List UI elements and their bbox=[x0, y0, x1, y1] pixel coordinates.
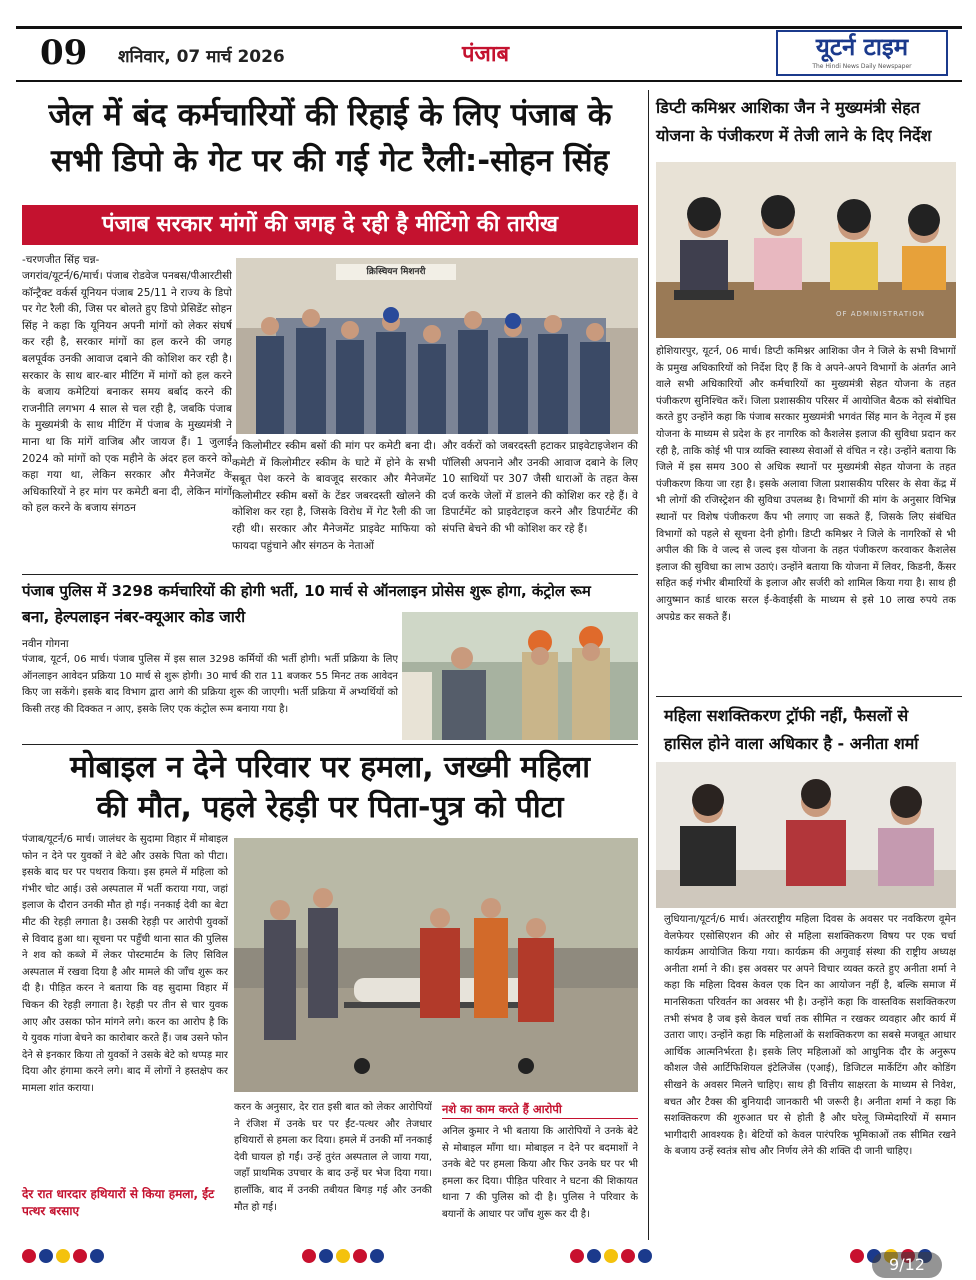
brand-tagline: The Hindi News Daily Newspaper bbox=[812, 63, 912, 70]
divider bbox=[22, 574, 638, 575]
story1-subhead: पंजाब सरकार मांगों की जगह दे रही है मीटिंगो की तारीख bbox=[22, 205, 638, 245]
story5-headline bbox=[664, 702, 962, 758]
story1-col3: और वर्करों को जबरदस्ती हटाकर प्राइवेटाइजेशन की पॉलिसी अपनाने और उनकी आवाज दबाने के लिए 10 साथियों पर 307 जैसी धाराओं के तहत केस दर्ज करके जेलों में डालने की कोशिश कर रहे हैं। वे डिपार्टमेंट को प्राइवेटाइज करने और डिपार्टमेंट की संपत्ति बेचने की भी कोशिश कर रहे हैं। bbox=[442, 440, 638, 535]
story4-photo-sign: OF ADMINISTRATION bbox=[836, 310, 925, 318]
story2-headline-line2: बना, हेल्पलाइन नंबर-क्यूआर कोड जारी bbox=[22, 608, 246, 626]
story4-headline-line2: योजना के पंजीकरण में तेजी लाने के दिए निर्देश bbox=[656, 126, 932, 145]
story3-headline bbox=[22, 748, 638, 828]
color-dot bbox=[587, 1249, 601, 1263]
footer-dots-left bbox=[22, 1248, 107, 1267]
story3-col1: पंजाब/यूटर्न/6 मार्च। जालंधर के सुदामा विहार में मोबाइल फोन न देने पर युवकों ने बेटे और उसके पिता को पीटा। इसके बाद घर पर पथराव किया। इस हमले में महिला को गंभीर चोट आई। उसे अस्पताल में भर्ती कराया गया, जहां इलाज के दौरान उनकी मौत हो गई। ननकाई देवी का बेटा मीट की रेहड़ी लगाता है। उसकी रेहड़ी पर आरोपी युवकों से विवाद हुआ था। सूचना पर पहुँची थाना सात की पुलिस ने शव को कब्जे में लेकर पोस्टमार्टम के लिए सिविल अस्पताल में रखवा दिया है और मामले की जाँच शुरू कर दी है। पीड़ित करन ने बताया कि वह सुदामा विहार में चिकन की रेहड़ी लगाता है। रेहड़ी पर तीन से चार युवक आए और उसका फोन मांगने लगे। करन का आरोप है कि ये युवक गांजा बेचने का कारोबार करते हैं। जब उसने फोन देने से इनकार किया तो युवकों ने उसके बेटे को थप्पड़ मार दिया और हंगामा करने लगे। बाद में लोगों ने हस्तक्षेप कर मामला शांत कराया। bbox=[22, 834, 228, 1094]
story1-photo-sign: क्रिस्चियन मिशनरी bbox=[366, 267, 426, 277]
divider bbox=[22, 744, 638, 745]
story4-headline bbox=[656, 94, 962, 150]
color-dot bbox=[850, 1249, 864, 1263]
color-dot bbox=[621, 1249, 635, 1263]
color-dot bbox=[73, 1249, 87, 1263]
footer-dots-mid1 bbox=[302, 1248, 387, 1267]
page-counter[interactable]: 9/12 bbox=[872, 1252, 942, 1278]
color-dot bbox=[319, 1249, 333, 1263]
story1-headline-line2: सभी डिपो के गेट पर की गई गेट रैली:-सोहन सिंह bbox=[50, 143, 609, 179]
story5-body: लुधियाना/यूटर्न/6 मार्च। अंतरराष्ट्रीय महिला दिवस के अवसर पर नवकिरण वूमेन वेलफेयर एसोसिएशन की ओर से महिला सशक्तिकरण विषय पर एक चर्चा कार्यक्रम आयोजित किया गया। कार्यक्रम की अगुवाई संस्था की राष्ट्रीय अध्यक्ष अनीता शर्मा ने की। इस अवसर पर अपने विचार व्यक्त करते हुए अनीता शर्मा ने कहा कि महिला दिवस केवल एक दिन का आयोजन नहीं है, बल्कि समाज में मानसिकता परिवर्तन का अवसर भी है। उन्होंने कहा कि वास्तविक सशक्तिकरण तभी संभव है जब इसे केवल चर्चा तक सीमित न रखकर व्यवहार और कार्य में उतारा जाए। उन्होंने कहा कि महिलाओं के सशक्तिकरण का सबसे मजबूत आधार आर्थिक आत्मनिर्भरता है। इसके लिए महिलाओं को आधुनिक दौर के अनुरूप कौशल जैसे आर्टिफिशियल इंटेलिजेंस (एआई), डिजिटल मार्केटिंग और कोडिंग सीखने के अवसर मिलने चाहिए। साथ ही वित्तीय साक्षरता के माध्यम से निवेश, बचत और टैक्स की बुनियादी जानकारी भी जरूरी है। अनीता शर्मा ने कहा कि सशक्तिकरण की शुरुआत घर से होती है और घरेलू जिम्मेदारियों में समान भागीदारी आवश्यक है। बेटियों को केवल पारंपरिक भूमिकाओं तक सीमित रखने के बजाय उन्हें स्वतंत्र सोच और निर्णय लेने की शक्ति दी जानी चाहिए। bbox=[664, 914, 956, 1158]
story4-photo bbox=[656, 162, 956, 338]
color-dot bbox=[336, 1249, 350, 1263]
story3-col2: करन के अनुसार, देर रात इसी बात को लेकर आरोपियों ने रंजिश में उनके घर पर ईंट-पत्थर और तेजधार हथियारों से हमला कर दिया। हमले में उनकी माँ ननकाई देवी घायल हो गईं। उन्हें तुरंत अस्पताल ले जाया गया, जहाँ प्राथमिक उपचार के बाद उन्हें घर भेज दिया गया। हालाँकि, बाद में उनकी तबीयत बिगड़ गई और उनकी मौत हो गई। bbox=[234, 1102, 432, 1213]
story2-headline-line1: पंजाब पुलिस में 3298 कर्मचारियों की होगी भर्ती, 10 मार्च से ऑनलाइन प्रोसेस शुरू होगा, कंट्रोल रूम bbox=[22, 582, 591, 600]
footer-dots-mid2 bbox=[570, 1248, 655, 1267]
page-number: 09 bbox=[40, 33, 88, 73]
story1-headline-line1: जेल में बंद कर्मचारियों की रिहाई के लिए पंजाब के bbox=[48, 97, 612, 133]
story4-headline-line1: डिप्टी कमिश्नर आशिका जैन ने मुख्यमंत्री सेहत bbox=[656, 98, 920, 117]
color-dot bbox=[638, 1249, 652, 1263]
story5-photo bbox=[656, 762, 956, 908]
color-dot bbox=[353, 1249, 367, 1263]
story1-col1: जगरांव/यूटर्न/6/मार्च। पंजाब रोडवेज पनबस/पीआरटीसी कॉन्ट्रैक्ट वर्कर्स यूनियन पंजाब 25/11 ने राज्य के डिपो पर गेट रैली की, जिस पर बोलते हुए डिपो प्रेसिडेंट सोहन सिंह ने कहा कि यूनियन अपनी मांगों को लेकर संघर्ष कर रही है, सरकार मांगों का हल करने की जगह बलपूर्वक उनकी आवाज दबाने की कोशिश कर रही है। सरकार के साथ बार-बार मीटिंग में मांगों को हल करने के बजाय कमेटियां बनाकर समय बर्बाद करने की राजनीति लगभग 4 साल से चल रही है, जबकि पंजाब के मुख्यमंत्री के साथ मीटिंग में पंजाब के मुख्यमंत्री ने माना था कि मांगें वाजिब और जायज हैं। 1 जुलाई 2024 को मांगों को एक महीने के अंदर हल करने को कहा गया था, लेकिन सरकार और मैनेजमेंट के अधिकारियों ने हर मांग पर कमेटी बना दी, लेकिन मांगों को हल करने के बजाय संगठन bbox=[22, 270, 232, 515]
section-label: पंजाब bbox=[462, 42, 510, 67]
story3-sub2: नशे का काम करते हैं आरोपी bbox=[442, 1100, 638, 1119]
story3-headline-line1: मोबाइल न देने परिवार पर हमला, जख्मी महिला bbox=[69, 750, 591, 785]
divider bbox=[656, 696, 962, 697]
story4-body: होशियारपुर, यूटर्न, 06 मार्च। डिप्टी कमिश्नर आशिका जैन ने जिले के सभी विभागों के प्रमुख अधिकारियों को निर्देश दिए हैं कि वे अपने-अपने विभागों के अंतर्गत आने वाले सभी अधिकारियों और कर्मचारियों का मुख्यमंत्री सेहत योजना के तहत पंजीकरण सुनिश्चित करें। जिला प्रशासकीय परिसर में आयोजित बैठक को संबोधित करते हुए उन्होंने कहा कि पंजाब सरकार मुख्यमंत्री भगवंत सिंह मान के नेतृत्व में इस योजना के माध्यम से प्रदेश के हर नागरिक को कैशलेस इलाज की सुविधा प्रदान कर रही है, ताकि कोई भी पात्र व्यक्ति स्वास्थ्य सेवाओं से वंचित न रहे। उन्होंने बताया कि जिले में इस समय 300 से अधिक स्थानों पर मुख्यमंत्री सेहत योजना के तहत पंजीकरण किया जा रहा है। इसके अलावा जिला प्रशासकीय परिसर के सेवा केंद्र में भी लोगों की रजिस्ट्रेशन की सुविधा उपलब्ध है। विभागों की मांग के अनुसार विभिन्न स्थानों पर विशेष पंजीकरण कैंप भी लगाए जा सकते हैं, जिसके लिए संबंधित विभागों को पहले से सूचना देनी होगी। डिप्टी कमिश्नर ने जिले के नागरिकों से भी अपील की कि वे जल्द से जल्द इस योजना के तहत पंजीकरण करवाकर कैशलेस इलाज की सुविधा का लाभ उठाएं। उन्होंने बताया कि योजना में लिवर, किडनी, कैंसर सहित कई गंभीर बीमारियों के इलाज और सर्जरी को शामिल किया गया है। साथ ही आयुष्मान कार्ड धारक सरल ई-केवाईसी के माध्यम से इसे 10 लाख रुपये तक अपग्रेड कर सकते हैं। bbox=[656, 346, 956, 623]
story2-byline: नवीन गोगना bbox=[22, 638, 69, 650]
color-dot bbox=[22, 1249, 36, 1263]
story3-headline-line2: की मौत, पहले रेहड़ी पर पिता-पुत्र को पीटा bbox=[96, 790, 564, 825]
color-dot bbox=[56, 1249, 70, 1263]
story1-headline bbox=[22, 92, 638, 184]
color-dot bbox=[570, 1249, 584, 1263]
color-dot bbox=[39, 1249, 53, 1263]
color-dot bbox=[604, 1249, 618, 1263]
story2-body: पंजाब, यूटर्न, 06 मार्च। पंजाब पुलिस में इस साल 3298 कर्मियों की भर्ती होगी। भर्ती प्रक्रिया के लिए ऑनलाइन आवेदन प्रक्रिया 10 मार्च से शुरू होगी। 30 मार्च की रात 11 बजकर 55 मिनट तक आवेदन किए जा सकेंगे। इसके बाद विभाग द्वारा आगे की प्रक्रिया शुरू की जाएगी। भर्ती प्रक्रिया में अभ्यर्थियों को किसी तरह की दिक्कत न आए, इसके लिए एक कंट्रोल रूम बनाया गया है। bbox=[22, 654, 398, 715]
story3-col3: अनिल कुमार ने भी बताया कि आरोपियों ने उनके बेटे से मोबाइल माँगा था। मोबाइल न देने पर बदमाशों ने उनके बेटे पर हमला किया और फिर उनके घर पर भी हमला कर दिया। पीड़ित परिवार ने घटना की शिकायत थाना 7 की पुलिस को दी है। पुलिस ने परिवार के बयानों के आधार पर जाँच शुरू कर दी है। bbox=[442, 1126, 638, 1220]
color-dot bbox=[370, 1249, 384, 1263]
story2-photo bbox=[402, 612, 638, 740]
color-dot bbox=[90, 1249, 104, 1263]
story5-headline-line2: हासिल होने वाला अधिकार है - अनीता शर्मा bbox=[664, 734, 919, 753]
column-divider bbox=[648, 90, 649, 1240]
brand-name: यूटर्न टाइम bbox=[815, 33, 909, 61]
story5-headline-line1: महिला सशक्तिकरण ट्रॉफी नहीं, फैसलों से bbox=[664, 706, 909, 725]
color-dot bbox=[302, 1249, 316, 1263]
story3-photo bbox=[234, 838, 638, 1092]
story1-col2: ने किलोमीटर स्कीम बसों की मांग पर कमेटी बना दी। कमेटी में किलोमीटर स्कीम के घाटे में होने के सभी सबूत पेश करने के बावजूद सरकार और मैनेजमेंट किलोमीटर स्कीम बसों के टेंडर जबरदस्ती खोलने की कोशिश कर रहा है, जिसके विरोध में गेट रैली की जा रही थी। सरकार और मैनेजमेंट प्राइवेट माफिया को फायदा पहुंचाने और संगठन के नेताओं bbox=[232, 440, 436, 552]
issue-date: शनिवार, 07 मार्च 2026 bbox=[118, 47, 285, 67]
story3-sub1: देर रात धारदार हथियारों से किया हमला, ईंट पत्थर बरसाए bbox=[22, 1187, 215, 1218]
brand-logo bbox=[776, 30, 948, 76]
story1-photo bbox=[236, 258, 638, 434]
story1-byline: -चरणजीत सिंह चन्न- bbox=[22, 254, 100, 266]
